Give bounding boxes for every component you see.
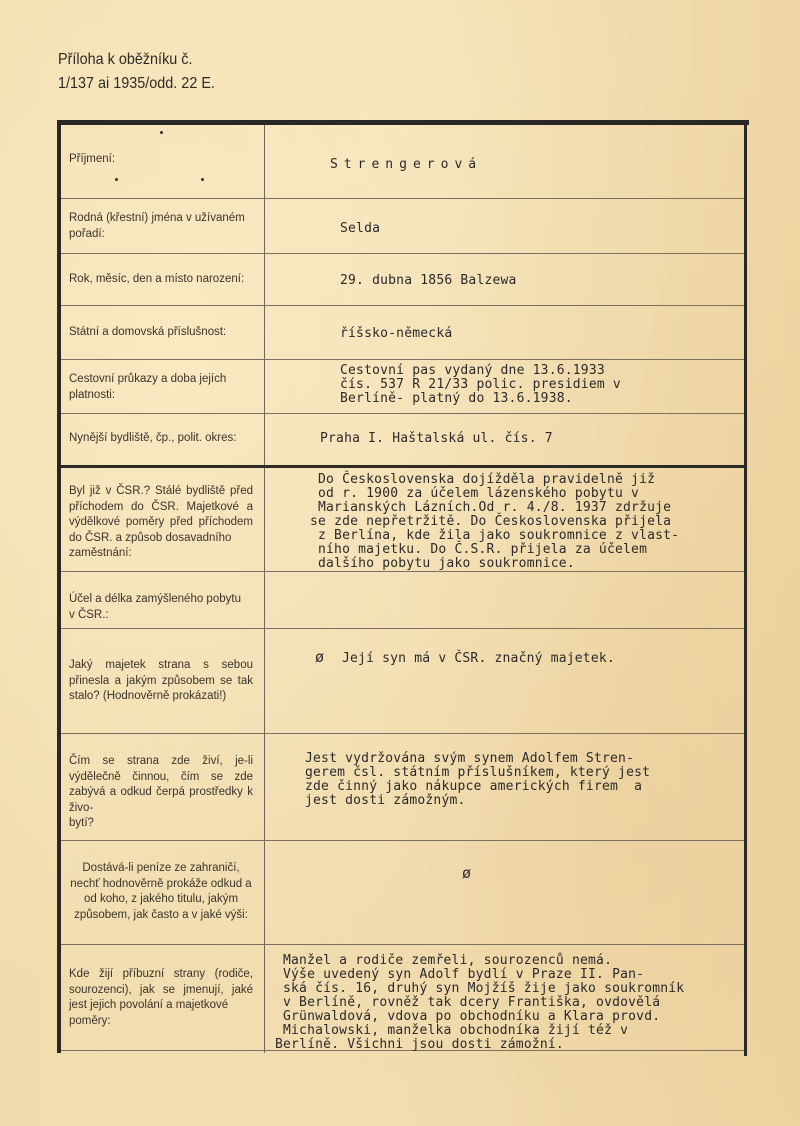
label-given-names-line-1: Rodná (křestní) jména v užívaném xyxy=(69,212,245,224)
label-prior-residence-line-1: Byl již v ČSR.? Stálé bydliště před příchodem do ČSR. Majetkové a výdělkové poměry před příchodem do ČSR. a způsob dosavadního xyxy=(69,485,253,544)
answer-livelihood xyxy=(305,752,650,808)
header-line-2: 1/137 ai 1935/odd. 22 E. xyxy=(58,75,215,92)
form-left-border xyxy=(57,120,61,1053)
label-given-names xyxy=(69,211,253,242)
row-divider xyxy=(61,413,744,414)
row-divider xyxy=(61,305,744,306)
form-right-border xyxy=(744,124,747,1056)
row-divider xyxy=(61,944,744,945)
label-purpose-line-1: Účel a délka zamýšleného pobytu xyxy=(69,593,241,605)
form-top-border xyxy=(57,120,749,125)
label-property: Jaký majetek strana s sebou přinesla a jakým způsobem se tak stalo? (Hodnověrně prokázati!) xyxy=(69,659,253,702)
answer-line: Michalowski, manželka obchodníka žijí též v xyxy=(283,1023,629,1038)
row-divider xyxy=(61,840,744,841)
answer-line: zde činný jako nákupce amerických firem a xyxy=(305,779,643,794)
answer-line: od r. 1900 za účelem lázenského pobytu v xyxy=(318,486,640,501)
label-relatives-line-1: Kde žijí příbuzní strany (rodiče, sourozenci), jak se jmenují, jaké jest jejich povolání a majetkové xyxy=(69,968,253,1011)
label-livelihood-line-1: Čím se strana zde živí, je-li výdělečně činnou, čím se zde zabývá a odkud čerpá prostředky k živo- xyxy=(69,755,253,814)
section-divider xyxy=(61,465,744,468)
label-passport-line-1: Cestovní průkazy a doba jejích xyxy=(69,373,227,385)
answer-line: ního majetku. Do Č.S.R. přijela za účelem xyxy=(318,542,648,557)
label-passport xyxy=(69,372,253,403)
row-divider xyxy=(61,359,744,360)
row-divider xyxy=(61,571,744,572)
label-purpose xyxy=(69,592,253,623)
label-livelihood xyxy=(69,754,253,832)
answer-line: dalšího pobytu jako soukromnice. xyxy=(318,556,575,571)
label-prior-residence-line-2: zaměstnání: xyxy=(69,547,132,559)
answer-property: Její syn má v ČSR. značný majetek. xyxy=(342,651,615,666)
label-prior-residence xyxy=(69,484,253,562)
answer-residence: Praha I. Haštalská ul. čís. 7 xyxy=(320,431,553,446)
row-divider xyxy=(61,198,744,199)
answer-line: v Berlíně, rovněž tak dcery Františka, ovdovělá xyxy=(283,995,661,1010)
answer-relatives xyxy=(275,953,685,1052)
answer-line: jest dosti zámožným. xyxy=(305,793,466,808)
answer-line: Manžel a rodiče zemřeli, sourozenců nemá. xyxy=(283,953,613,968)
answer-passport xyxy=(340,364,621,406)
form-column-divider xyxy=(264,125,265,1053)
row-divider xyxy=(61,253,744,254)
answer-line: z Berlína, kde žila jako soukromnice z vlast- xyxy=(318,528,680,543)
header-line-1: Příloha k oběžníku č. xyxy=(58,51,193,68)
ink-speck xyxy=(115,178,118,181)
label-purpose-line-2: v ČSR.: xyxy=(69,608,109,621)
answer-line: se zde nepřetržitě. Do Československa přijela xyxy=(310,514,672,529)
label-birth: Rok, měsíc, den a místo narození: xyxy=(69,273,245,285)
null-mark: ø xyxy=(462,864,472,882)
answer-surname: Strengerová xyxy=(330,157,483,172)
label-nationality: Státní a domovská příslušnost: xyxy=(69,326,227,338)
document-header xyxy=(58,48,215,96)
null-mark: ø xyxy=(315,648,325,666)
answer-line: Berlíně. Všichni jsou dosti zámožní. xyxy=(275,1037,564,1052)
answer-line: Výše uvedený syn Adolf bydlí v Praze II. Pan- xyxy=(283,967,645,982)
answer-line: Grünwaldová, vdova po obchodníku a Klara provd. xyxy=(283,1009,661,1024)
answer-line: Jest vydržována svým synem Adolfem Stren- xyxy=(305,751,635,766)
ink-speck xyxy=(201,178,204,181)
label-livelihood-line-2: bytí? xyxy=(69,817,94,829)
label-foreign-money: Dostává-li peníze ze zahraničí, nechť hodnověrně prokáže odkud a od koho, z jakého titulu, jakým způsobem, jak často a v jaké výši: xyxy=(70,862,252,921)
label-surname: Příjmení: xyxy=(69,153,116,165)
answer-line: ská čís. 16, druhý syn Mojžíš žije jako soukromník xyxy=(283,981,685,996)
label-passport-line-2: platnosti: xyxy=(69,388,116,401)
answer-nationality: říšsko-německá xyxy=(340,326,453,341)
label-relatives-line-2: poměry: xyxy=(69,1014,111,1027)
answer-line: Do Československa dojížděla pravidelně již xyxy=(318,472,656,487)
answer-given-names: Selda xyxy=(340,221,381,236)
answer-line: gerem čsl. státním příslušníkem, který jest xyxy=(305,765,651,780)
label-given-names-line-2: pořadí: xyxy=(69,227,105,240)
answer-line: čís. 537 R 21/33 polic. presidiem v xyxy=(340,377,621,392)
answer-line: Berlíně- platný do 13.6.1938. xyxy=(340,391,573,406)
label-residence: Nynější bydliště, čp., polit. okres: xyxy=(69,432,237,444)
answer-prior-residence xyxy=(310,472,680,571)
answer-line: Marianských Lázních.Od r. 4./8. 1937 zdržuje xyxy=(318,500,672,515)
row-divider xyxy=(61,628,744,629)
registration-form xyxy=(57,120,747,1053)
label-relatives xyxy=(69,967,253,1029)
answer-birth: 29. dubna 1856 Balzewa xyxy=(340,273,517,288)
answer-line: Cestovní pas vydaný dne 13.6.1933 xyxy=(340,363,605,378)
row-divider xyxy=(61,733,744,734)
ink-speck xyxy=(160,131,163,134)
